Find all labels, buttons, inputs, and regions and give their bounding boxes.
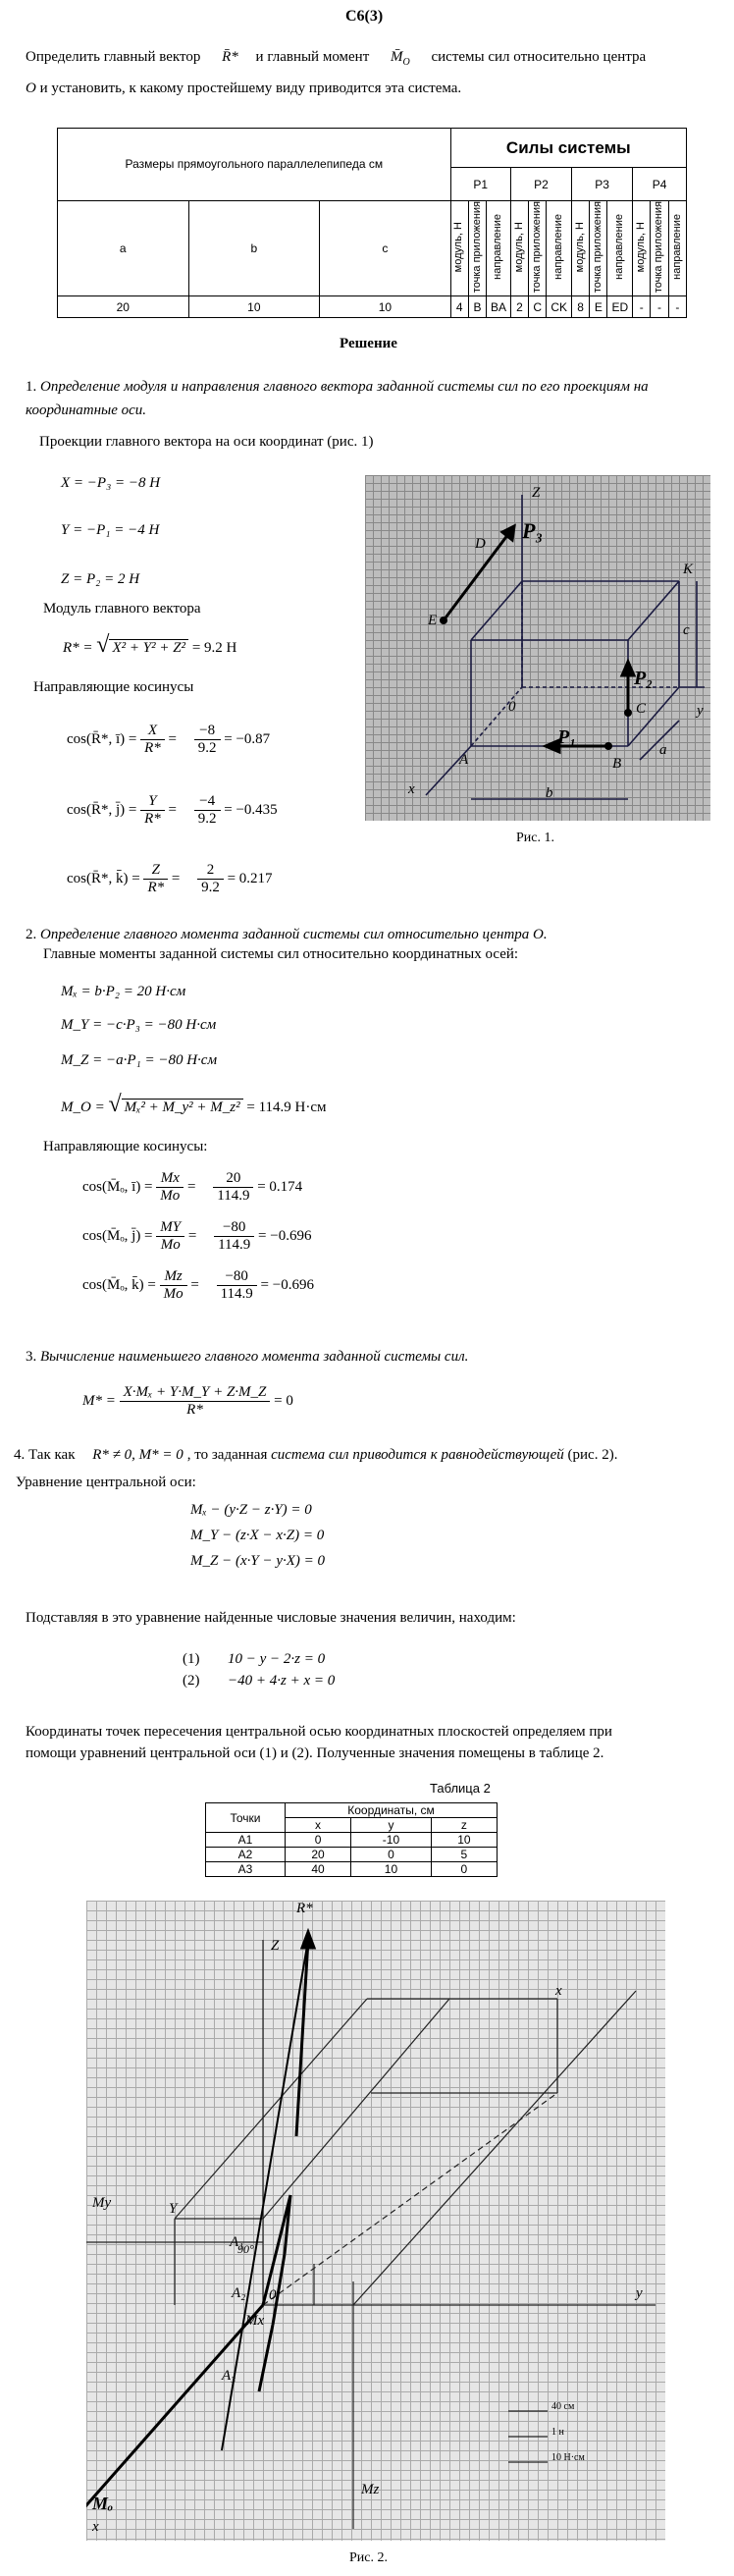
- fig1-label-z: Z: [532, 485, 541, 501]
- eq-Mstar: [82, 1384, 293, 1419]
- coords-text-1: Координаты точек пересечения центральной осью координатных плоскостей определяем при: [26, 1724, 612, 1740]
- eq-mcos3: cos(M̄ₒ, k̄) = $\frac{Mz}{Mo}$ = $\frac{-80}{114.9}$ = −0.696: [82, 1268, 314, 1302]
- sub-col: [468, 201, 486, 296]
- force-P4-header: P4: [633, 168, 687, 201]
- fig2-label-A2: A₂: [232, 2285, 246, 2301]
- figure-1: [365, 475, 710, 821]
- sub-col: [607, 201, 633, 296]
- mc2-lhs: cos(M̄ₒ, j̄) =: [82, 1227, 153, 1244]
- value-cell: C: [529, 296, 547, 318]
- sub-col: [529, 201, 547, 296]
- force-P3-header: P3: [572, 168, 633, 201]
- mc1-frac1: [156, 1170, 184, 1205]
- table-row: [206, 1862, 498, 1877]
- cos3-num2: 2: [197, 862, 224, 880]
- section-3-number: 3.: [26, 1349, 37, 1365]
- figure-2-drawing: [86, 1901, 665, 2541]
- sqrt-symbol: √: [96, 632, 110, 658]
- cos1-value: = −0.87: [224, 730, 271, 747]
- mc2-frac2: [214, 1219, 254, 1254]
- mc3-frac2: [217, 1268, 257, 1303]
- section-2-number: 2.: [26, 927, 37, 942]
- section-2-text: Определение главного момента заданной системы сил относительно центра О.: [40, 927, 548, 942]
- s4-a: 4. Так как: [14, 1447, 76, 1463]
- dims-header: Размеры прямоугольного параллелепипеда см: [58, 129, 451, 201]
- fig2-label-Z: Z: [271, 1938, 280, 1954]
- axis-z: z: [431, 1818, 497, 1833]
- cell: -10: [351, 1833, 432, 1848]
- s4-it: система сил приводится к равнодействующей: [271, 1447, 564, 1463]
- fig1-label-O: 0: [508, 699, 516, 715]
- intro-text-d: и установить, к какому простейшему виду приводится эта система.: [35, 80, 462, 96]
- dim-c: c: [320, 201, 451, 296]
- sub-col: [547, 201, 572, 296]
- mc1-frac2: [213, 1170, 253, 1205]
- mc2-frac1: [156, 1219, 184, 1254]
- fig2-label-y: y: [636, 2285, 643, 2301]
- cos1-num: X: [140, 723, 165, 740]
- table-2-caption: Таблица 2: [430, 1781, 491, 1796]
- solution-heading: Решение: [340, 336, 397, 351]
- fig1-label-D: D: [475, 536, 486, 552]
- fig1-label-K: K: [683, 562, 694, 577]
- value-cell: 10: [188, 296, 320, 318]
- intro-M-sub: O: [402, 57, 410, 68]
- cos1-lhs: cos(R̄*, ī) =: [67, 730, 137, 747]
- sub-col-label: модуль, Н: [452, 221, 465, 273]
- section-2-title: [26, 927, 548, 943]
- given-data-table: [57, 128, 687, 318]
- fig2-label-deg: 90°: [237, 2242, 254, 2256]
- cos3-frac1: [143, 862, 168, 896]
- fig2-label-Mz: Mz: [361, 2482, 380, 2497]
- table-row: [206, 1848, 498, 1862]
- cos3-den2: 9.2: [201, 880, 220, 895]
- value-cell: 20: [58, 296, 189, 318]
- sub-col: [450, 201, 468, 296]
- value-cell: BA: [487, 296, 511, 318]
- cell: 10: [431, 1833, 497, 1848]
- eq-Z: Z = P₂ = 2 Н: [61, 571, 140, 587]
- sub-col-label: модуль, Н: [512, 221, 525, 273]
- coords-text-2: помощи уравнений центральной оси (1) и (2). Полученные значения помещены в таблице 2.: [26, 1745, 604, 1761]
- mc1-den2: 114.9: [217, 1188, 250, 1204]
- cos3-value: = 0.217: [227, 870, 273, 886]
- mc2-den2: 114.9: [218, 1237, 251, 1253]
- mc2-den: Mo: [160, 1237, 181, 1253]
- cell: A2: [206, 1848, 286, 1862]
- Mstar-value: = 0: [274, 1392, 293, 1409]
- mc1-value: = 0.174: [257, 1178, 303, 1195]
- forces-header: Силы системы: [450, 129, 686, 168]
- intro-M: M̄: [391, 49, 403, 65]
- R-value: = 9.2 Н: [191, 640, 237, 656]
- cos1-den2: 9.2: [197, 740, 217, 756]
- cos2-den2: 9.2: [197, 811, 217, 827]
- eq-2: −40 + 4·z + x = 0: [228, 1673, 336, 1689]
- mc3-num: Mz: [160, 1268, 187, 1286]
- mc2-num: MY: [156, 1219, 184, 1237]
- cos2-num: Y: [140, 793, 165, 811]
- value-cell: ED: [607, 296, 633, 318]
- sub-col-label: модуль, Н: [573, 221, 586, 273]
- cos1-den: R*: [144, 740, 161, 756]
- force-P1-header: P1: [450, 168, 510, 201]
- eq-Y: Y = −P₁ = −4 Н: [61, 522, 160, 538]
- Mo-radicand: Mₓ² + M_y² + M_z²: [122, 1099, 243, 1115]
- section-4-text: [14, 1447, 617, 1464]
- sub-col: [668, 201, 686, 296]
- sub-col: [487, 201, 511, 296]
- fig2-label-Mx: Mx: [245, 2313, 265, 2329]
- eq-2-num: (2): [183, 1673, 200, 1689]
- Mstar-frac: [120, 1384, 271, 1419]
- sub-col-label: точка приложения: [592, 201, 604, 294]
- cell: 0: [286, 1833, 351, 1848]
- sub-col-label: направление: [551, 214, 564, 280]
- fig1-label-a: a: [659, 742, 667, 758]
- fig2-scale-1: 40 см: [551, 2401, 575, 2412]
- mc3-num2: −80: [217, 1268, 257, 1286]
- eq-Mz: M_Z = −a·P₁ = −80 Н·см: [61, 1052, 218, 1068]
- mc3-frac1: [160, 1268, 187, 1303]
- dim-a: a: [58, 201, 189, 296]
- fig2-label-R: R*: [296, 1901, 313, 1916]
- cos3-lhs: cos(R̄*, k̄) =: [67, 870, 140, 886]
- fig2-label-My: My: [92, 2195, 112, 2211]
- cos1-frac1: [140, 723, 165, 757]
- fig1-label-y: y: [697, 703, 704, 719]
- R-lhs: R* =: [63, 640, 93, 656]
- sub-col-label: направление: [670, 214, 683, 280]
- fig2-label-Y: Y: [169, 2201, 178, 2217]
- value-cell: -: [668, 296, 686, 318]
- cos3-num: Z: [143, 862, 168, 880]
- sub-col-label: направление: [492, 214, 504, 280]
- section-3-title: [26, 1349, 468, 1366]
- Mstar-lhs: M* =: [82, 1392, 116, 1409]
- mc2-num2: −80: [214, 1219, 254, 1237]
- fig1-label-A: A: [459, 752, 469, 768]
- fig1-label-C: C: [636, 701, 647, 717]
- section-3-text: Вычисление наименьшего главного момента заданной системы сил.: [40, 1349, 469, 1365]
- intro-line-2: [26, 80, 461, 97]
- intro-R: R̄*: [222, 49, 238, 65]
- sub-col-label: модуль, Н: [635, 221, 647, 273]
- modulus-label: Модуль главного вектора: [43, 601, 201, 617]
- intro-text-b: и главный момент: [255, 49, 370, 65]
- figure-2-caption: Рис. 2.: [349, 2550, 388, 2565]
- substitution-label: Подставляя в это уравнение найденные числовые значения величин, находим:: [26, 1610, 516, 1626]
- fig1-label-E: E: [428, 613, 438, 628]
- eq-cos1: cos(R̄*, ī) = $\frac{X}{R*}$ = $\frac{-8}{9.2}$ = −0.87: [67, 723, 271, 756]
- Mstar-den: R*: [186, 1402, 203, 1418]
- Mo-value: = 114.9 Н·см: [246, 1100, 327, 1115]
- cos3-den: R*: [147, 880, 165, 895]
- s4-c: (рис. 2).: [567, 1447, 618, 1463]
- value-cell: 8: [572, 296, 590, 318]
- intro-text-c: системы сил относительно центра: [431, 49, 647, 65]
- dim-b: b: [188, 201, 320, 296]
- cell: 0: [351, 1848, 432, 1862]
- central-eq-1: Mₓ − (y·Z − z·Y) = 0: [190, 1502, 312, 1518]
- eq-cos2: cos(R̄*, j̄) = $\frac{Y}{R*}$ = $\frac{-4}{9.2}$ = −0.435: [67, 793, 278, 827]
- s4-b: , то заданная: [186, 1447, 268, 1463]
- mc3-value: = −0.696: [260, 1276, 314, 1293]
- force-P2-header: P2: [510, 168, 571, 201]
- cos2-den: R*: [144, 811, 161, 827]
- coords-table: [205, 1802, 498, 1877]
- fig2-label-O: 0: [269, 2287, 277, 2303]
- fig1-label-B: B: [612, 756, 622, 772]
- fig2-label-A1: A₁: [230, 2234, 244, 2250]
- value-cell: CK: [547, 296, 572, 318]
- eq-1: 10 − y − 2·z = 0: [228, 1651, 326, 1667]
- eq-My: M_Y = −c·P₃ = −80 Н·см: [61, 1017, 217, 1033]
- eq-X: X = −P₃ = −8 Н: [61, 475, 161, 491]
- intro-line-1: [26, 49, 646, 68]
- fig2-scale-2: 1 н: [551, 2427, 564, 2438]
- dir-cos-label: Направляющие косинусы: [33, 679, 194, 695]
- sqrt-symbol: √: [108, 1092, 122, 1117]
- cell: 10: [351, 1862, 432, 1877]
- mc1-num2: 20: [213, 1170, 253, 1188]
- projections-label: Проекции главного вектора на оси координат (рис. 1): [39, 434, 374, 450]
- mc1-den: Mo: [160, 1188, 181, 1204]
- value-cell: -: [651, 296, 668, 318]
- eq-Mo: [61, 1092, 327, 1118]
- central-eq-2: M_Y − (z·X − x·Z) = 0: [190, 1528, 325, 1543]
- fig1-label-c: c: [683, 622, 690, 638]
- fig1-label-P2: P₂: [634, 668, 654, 689]
- dir-cos-2-label: Направляющие косинусы:: [43, 1139, 208, 1154]
- sub-col: [510, 201, 528, 296]
- sub-col-label: точка приложения: [470, 201, 483, 294]
- sub-col: [651, 201, 668, 296]
- cell: 0: [431, 1862, 497, 1877]
- cell: A3: [206, 1862, 286, 1877]
- eq-mcos1: cos(M̄ₒ, ī) = $\frac{Mx}{Mo}$ = $\frac{20}{114.9}$ = 0.174: [82, 1170, 303, 1204]
- fig2-label-x-axis: x: [92, 2519, 99, 2535]
- eq-R: [63, 632, 236, 659]
- value-cell: 10: [320, 296, 451, 318]
- value-cell: 4: [450, 296, 468, 318]
- intro-O: O: [26, 80, 36, 96]
- cell: 40: [286, 1862, 351, 1877]
- eq-1-num: (1): [183, 1651, 200, 1667]
- axis-x: x: [286, 1818, 351, 1833]
- Mstar-num: X·Mₓ + Y·M_Y + Z·M_Z: [120, 1384, 271, 1402]
- mc3-den: Mo: [163, 1286, 184, 1302]
- cos2-lhs: cos(R̄*, j̄) =: [67, 801, 137, 818]
- value-cell: -: [633, 296, 651, 318]
- col-points: Точки: [206, 1803, 286, 1833]
- cos1-num2: −8: [194, 723, 221, 740]
- cos2-num2: −4: [194, 793, 221, 811]
- cos2-value: = −0.435: [224, 801, 278, 818]
- Mo-lhs: M_O =: [61, 1100, 105, 1115]
- cos3-frac2: [197, 862, 224, 896]
- section-1-title: [26, 375, 722, 422]
- cell: A1: [206, 1833, 286, 1848]
- eq-cos3: cos(R̄*, k̄) = $\frac{Z}{R*}$ = $\frac{2}{9.2}$ = 0.217: [67, 862, 273, 895]
- fig2-label-Mo: Mₒ: [92, 2494, 114, 2513]
- section-1-text: Определение модуля и направления главного вектора заданной системы сил по его проекциям на координатные оси.: [26, 379, 649, 418]
- fig2-label-A3: A₃: [222, 2368, 236, 2384]
- value-cell: 2: [510, 296, 528, 318]
- s4-cond: R* ≠ 0, M* = 0: [92, 1447, 184, 1463]
- central-eq-3: M_Z − (x·Y − y·X) = 0: [190, 1553, 326, 1569]
- sub-col-label: направление: [613, 214, 626, 280]
- value-cell: E: [590, 296, 607, 318]
- col-coords: Координаты, см: [286, 1803, 498, 1818]
- sub-col: [590, 201, 607, 296]
- value-cell: B: [468, 296, 486, 318]
- section-2-sub: Главные моменты заданной системы сил относительно координатных осей:: [43, 946, 519, 962]
- fig2-scale-3: 10 Н·см: [551, 2452, 585, 2463]
- R-radicand: X² + Y² + Z²: [109, 639, 188, 656]
- mc2-value: = −0.696: [258, 1227, 312, 1244]
- central-axis-label: Уравнение центральной оси:: [16, 1475, 196, 1490]
- cos2-frac1: [140, 793, 165, 828]
- table-row: [206, 1833, 498, 1848]
- eq-Mx: Mₓ = b·P₂ = 20 Н·см: [61, 984, 186, 999]
- sub-col: [572, 201, 590, 296]
- axis-y: y: [351, 1818, 432, 1833]
- cell: 20: [286, 1848, 351, 1862]
- cell: 5: [431, 1848, 497, 1862]
- figure-1-caption: Рис. 1.: [516, 831, 554, 845]
- sub-col-label: точка приложения: [530, 201, 543, 294]
- fig1-label-b: b: [546, 785, 553, 801]
- fig1-label-P3: P₃: [522, 518, 544, 543]
- mc1-lhs: cos(M̄ₒ, ī) =: [82, 1178, 153, 1195]
- figure-2: [86, 1901, 665, 2541]
- mc1-num: Mx: [156, 1170, 184, 1188]
- intro-text-a: Определить главный вектор: [26, 49, 201, 65]
- fig1-label-P1: P₁: [557, 726, 577, 748]
- sub-col-label: точка приложения: [653, 201, 665, 294]
- eq-mcos2: cos(M̄ₒ, j̄) = $\frac{MY}{Mo}$ = $\frac{-80}{114.9}$ = −0.696: [82, 1219, 312, 1253]
- fig1-label-x: x: [408, 781, 415, 797]
- cos1-frac2: [194, 723, 221, 757]
- sub-col: [633, 201, 651, 296]
- cos2-frac2: [194, 793, 221, 828]
- fig2-label-x: x: [555, 1983, 562, 1999]
- page-title: С6(3): [345, 8, 384, 25]
- section-1-number: 1.: [26, 379, 37, 395]
- mc3-lhs: cos(M̄ₒ, k̄) =: [82, 1276, 156, 1293]
- mc3-den2: 114.9: [220, 1286, 253, 1302]
